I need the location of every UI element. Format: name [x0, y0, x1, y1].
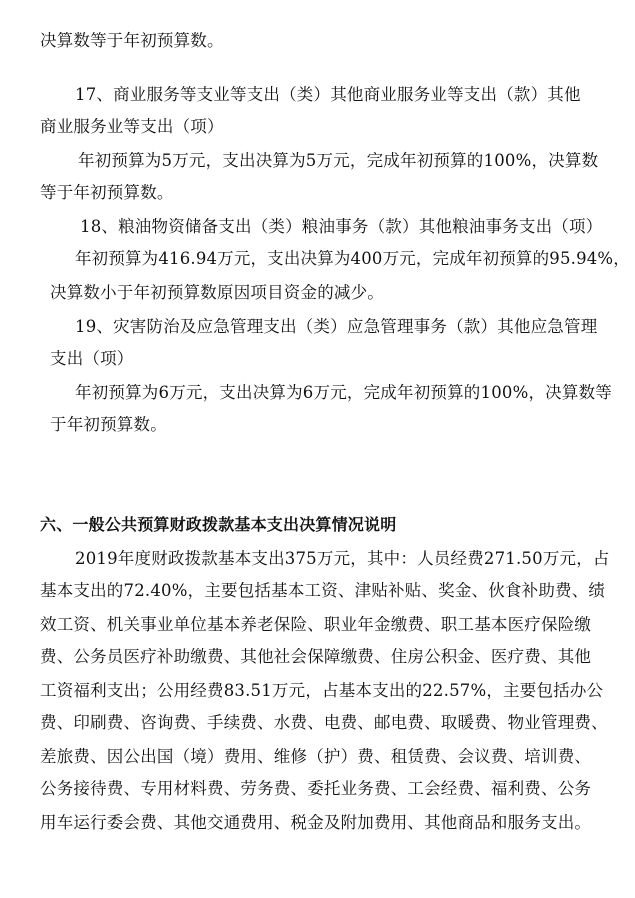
text-line: 用车运行委会费、其他交通费用、税金及附加费用、其他商品和服务支出。	[40, 813, 592, 832]
text-line: 支出（项）	[50, 349, 134, 368]
text-line: 费、公务员医疗补助缴费、其他社会保障缴费、住房公积金、医疗费、其他	[40, 647, 592, 666]
text-line: 17、商业服务等支业等支出（类）其他商业服务业等支出（款）其他	[75, 85, 581, 104]
text-line: 于年初预算数。	[50, 415, 167, 434]
text-line: 基本支出的72.40%，主要包括基本工资、津贴补贴、奖金、伙食补助费、绩	[40, 581, 606, 600]
text-line: 工资福利支出；公用经费83.51万元，占基本支出的22.57%，主要包括办公	[40, 681, 604, 700]
text-line: 费、印刷费、咨询费、手续费、水费、电费、邮电费、取暖费、物业管理费、	[40, 713, 608, 732]
text-line: 差旅费、因公出国（境）费用、维修（护）费、租赁费、会议费、培训费、	[40, 747, 592, 766]
text-line: 公务接待费、专用材料费、劳务费、委托业务费、工会经费、福利费、公务	[40, 779, 592, 798]
text-line: 年初预算为6万元，支出决算为6万元，完成年初预算的100%，决算数等	[75, 383, 612, 402]
section-heading: 六、一般公共预算财政拨款基本支出决算情况说明	[40, 515, 397, 534]
text-line: 年初预算为416.94万元，支出决算为400万元，完成年初预算的95.94%，	[75, 249, 630, 268]
text-line: 18、粮油物资储备支出（类）粮油事务（款）其他粮油事务支出（项）	[80, 217, 603, 236]
text-line: 决算数小于年初预算数原因项目资金的减少。	[50, 283, 384, 302]
text-line: 19、灾害防治及应急管理支出（类）应急管理事务（款）其他应急管理	[75, 317, 598, 336]
text-line: 决算数等于年初预算数。	[40, 31, 224, 50]
text-line: 年初预算为5万元，支出决算为5万元，完成年初预算的100%，决算数	[78, 151, 599, 170]
text-line: 效工资、机关事业单位基本养老保险、职业年金缴费、职工基本医疗保险缴	[40, 615, 592, 634]
text-line: 等于年初预算数。	[40, 183, 174, 202]
text-line: 2019年度财政拨款基本支出375万元，其中：人员经费271.50万元，占	[75, 549, 610, 568]
text-line: 商业服务业等支出（项）	[40, 117, 224, 136]
